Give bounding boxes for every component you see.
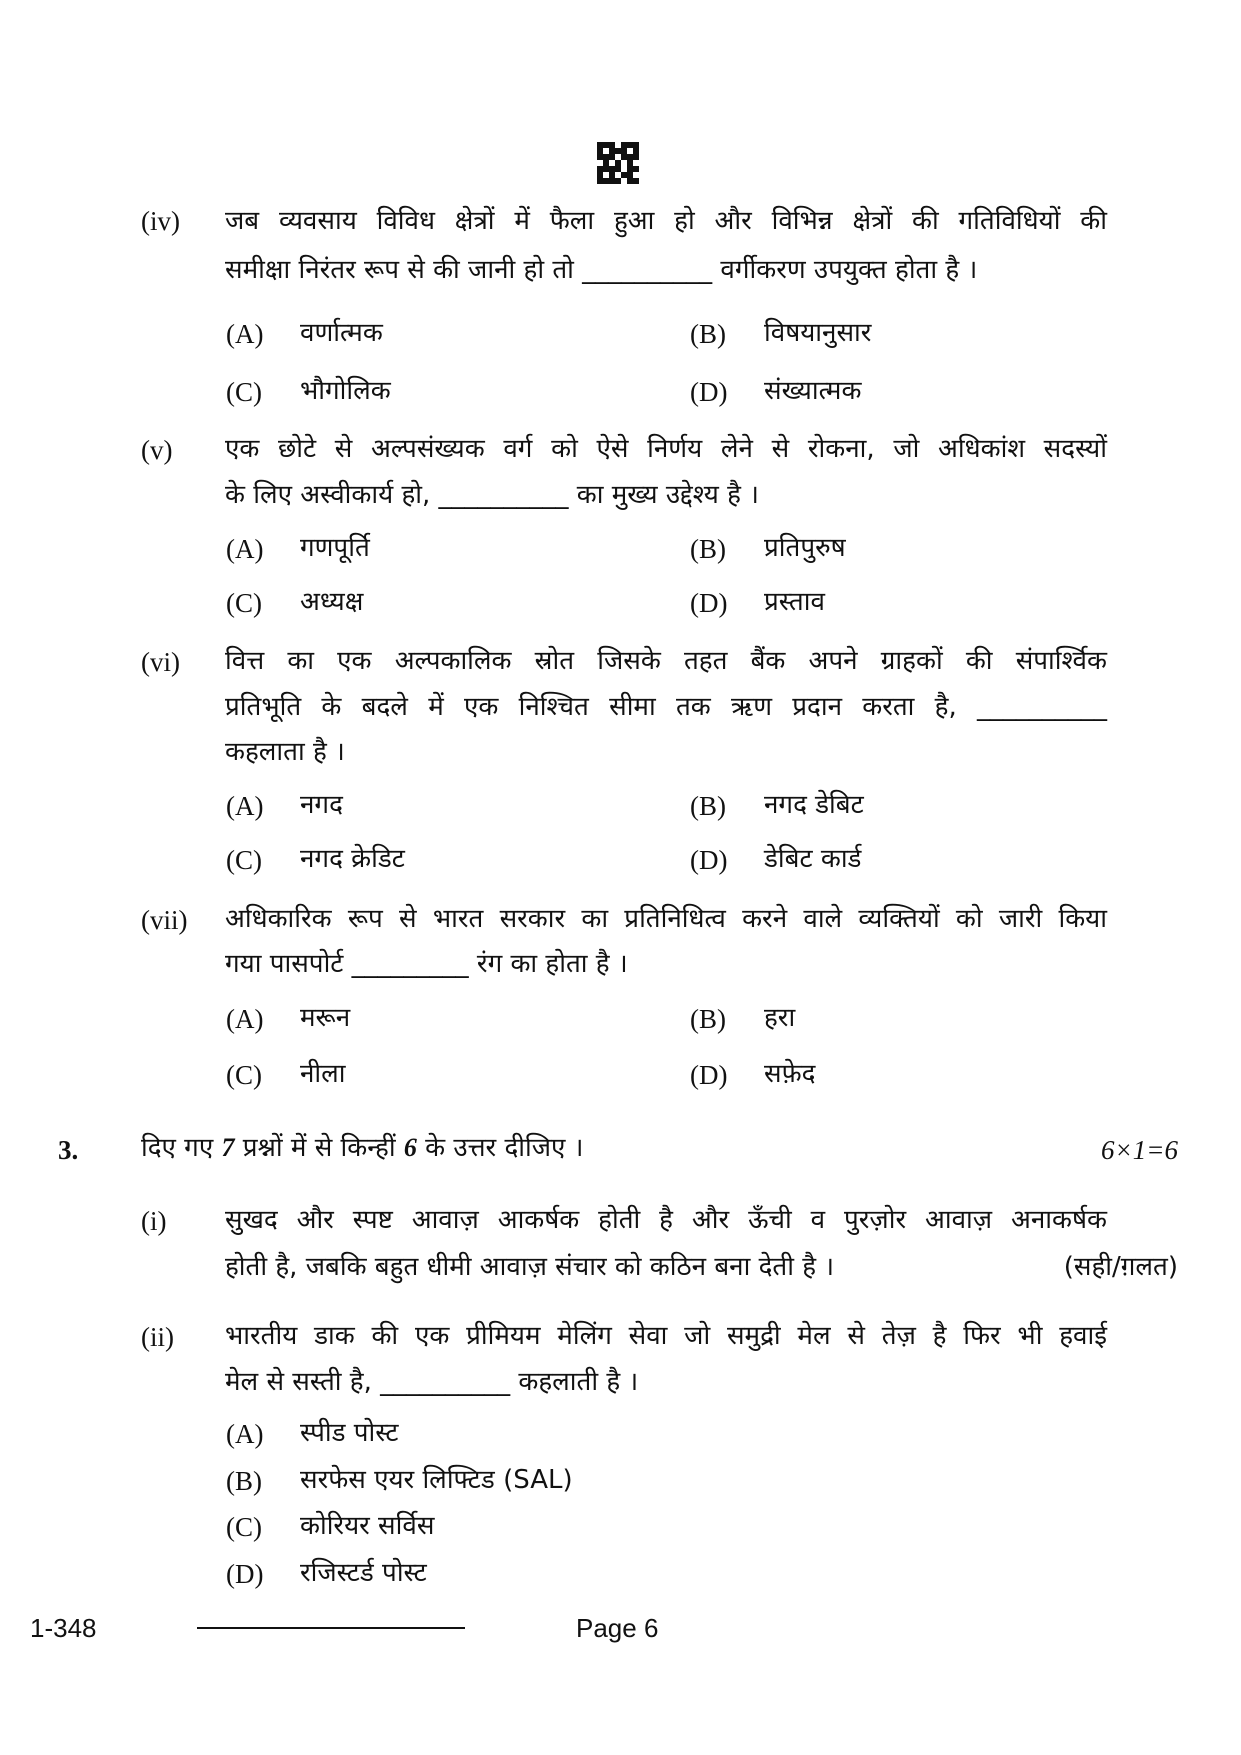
- option-text-d: प्रस्ताव: [764, 587, 825, 617]
- question-vii-line1: अधिकारिक रूप से भारत सरकार का प्रतिनिधित्व करने वाले व्यक्तियों को जारी किया: [225, 904, 1107, 934]
- question-vi-line1: वित्त का एक अल्पकालिक स्रोत जिसके तहत बैंक अपने ग्राहकों की संपार्श्विक: [225, 646, 1107, 676]
- question-i-line1: सुखद और स्पष्ट आवाज़ आकर्षक होती है और ऊँची व पुरज़ोर आवाज़ अनाकर्षक: [225, 1205, 1107, 1235]
- option-letter-b: (B): [690, 534, 726, 564]
- question-number-iv: (iv): [141, 206, 180, 236]
- option-text-c: नीला: [300, 1059, 346, 1089]
- option-letter-d: (D): [690, 845, 728, 875]
- question-iv-line1: जब व्यवसाय विविध क्षेत्रों में फैला हुआ हो और विभिन्न क्षेत्रों की गतिविधियों की: [225, 206, 1107, 236]
- option-text-d: संख्यात्मक: [764, 376, 862, 406]
- option-letter-b: (B): [690, 319, 726, 349]
- option-letter-d: (D): [690, 377, 728, 407]
- option-letter-c: (C): [226, 845, 262, 875]
- option-text-d: रजिस्टर्ड पोस्ट: [300, 1558, 427, 1588]
- option-letter-c: (C): [226, 588, 262, 618]
- question-v-line1: एक छोटे से अल्पसंख्यक वर्ग को ऐसे निर्णय लेने से रोकना, जो अधिकांश सदस्यों: [225, 434, 1107, 464]
- question-number-vi: (vi): [141, 647, 180, 677]
- instruction-part: दिए गए: [141, 1133, 222, 1163]
- option-text-b: प्रतिपुरुष: [764, 533, 846, 563]
- instruction-part: प्रश्नों में से किन्हीं: [234, 1133, 404, 1163]
- footer-divider: [197, 1627, 465, 1629]
- instruction-part: के उत्तर दीजिए ।: [416, 1133, 584, 1163]
- option-text-d: सफ़ेद: [764, 1059, 816, 1089]
- option-letter-a: (A): [226, 319, 264, 349]
- question-number-ii: (ii): [141, 1322, 174, 1352]
- option-letter-a: (A): [226, 1419, 264, 1449]
- true-false-tag: (सही/ग़लत): [1063, 1252, 1178, 1282]
- option-letter-d: (D): [690, 588, 728, 618]
- question-i-line2: होती है, जबकि बहुत धीमी आवाज़ संचार को कठिन बना देती है ।: [225, 1252, 835, 1282]
- question-number-v: (v): [141, 435, 173, 465]
- qr-code: [597, 142, 639, 184]
- paper-code: 1-348: [30, 1613, 97, 1643]
- option-letter-a: (A): [226, 1004, 264, 1034]
- option-text-b: हरा: [764, 1003, 796, 1033]
- question-v-line2: के लिए अस्वीकार्य हो, __________ का मुख्य उद्देश्य है ।: [225, 480, 760, 510]
- question-vi-line2: प्रतिभूति के बदले में एक निश्चित सीमा तक ऋण प्रदान करता है, __________: [225, 692, 1107, 722]
- instruction-attempt-count: 6: [403, 1133, 417, 1162]
- instruction-total-count: 7: [221, 1133, 235, 1162]
- page-number: Page 6: [576, 1613, 659, 1643]
- question-number-vii: (vii): [141, 905, 188, 935]
- option-letter-c: (C): [226, 1060, 262, 1090]
- question-vii-line2: गया पासपोर्ट _________ रंग का होता है ।: [225, 949, 628, 979]
- question-ii-line1: भारतीय डाक की एक प्रीमियम मेलिंग सेवा जो समुद्री मेल से तेज़ है फिर भी हवाई: [225, 1321, 1107, 1351]
- option-text-b: नगद डेबिट: [764, 790, 864, 820]
- question-iv-line2: समीक्षा निरंतर रूप से की जानी हो तो __________ वर्गीकरण उपयुक्त होता है ।: [225, 255, 978, 285]
- option-letter-c: (C): [226, 377, 262, 407]
- option-text-a: मरून: [300, 1003, 351, 1033]
- option-letter-b: (B): [690, 791, 726, 821]
- option-text-c: भौगोलिक: [300, 376, 391, 406]
- question-3-instruction: [141, 1131, 584, 1165]
- option-letter-c: (C): [226, 1512, 262, 1542]
- question-number-3: 3.: [58, 1135, 79, 1165]
- question-number-i: (i): [141, 1206, 167, 1236]
- marks-allocation: 6×1=6: [1101, 1135, 1178, 1165]
- option-letter-a: (A): [226, 791, 264, 821]
- question-vi-line3: कहलाता है ।: [225, 737, 345, 767]
- option-text-a: स्पीड पोस्ट: [300, 1418, 399, 1448]
- option-letter-b: (B): [690, 1004, 726, 1034]
- question-ii-line2: मेल से सस्ती है, __________ कहलाती है ।: [225, 1367, 639, 1397]
- option-text-b: सरफेस एयर लिफ्टिड (SAL): [300, 1465, 573, 1495]
- option-text-c: नगद क्रेडिट: [300, 844, 405, 874]
- option-text-c: कोरियर सर्विस: [300, 1511, 435, 1541]
- option-text-d: डेबिट कार्ड: [764, 844, 862, 874]
- option-text-b: विषयानुसार: [764, 318, 872, 348]
- option-letter-d: (D): [226, 1559, 264, 1589]
- option-letter-d: (D): [690, 1060, 728, 1090]
- option-text-c: अध्यक्ष: [300, 587, 364, 617]
- option-text-a: गणपूर्ति: [300, 533, 370, 563]
- option-letter-a: (A): [226, 534, 264, 564]
- option-letter-b: (B): [226, 1466, 262, 1496]
- option-text-a: नगद: [300, 790, 343, 820]
- option-text-a: वर्णात्मक: [300, 318, 383, 348]
